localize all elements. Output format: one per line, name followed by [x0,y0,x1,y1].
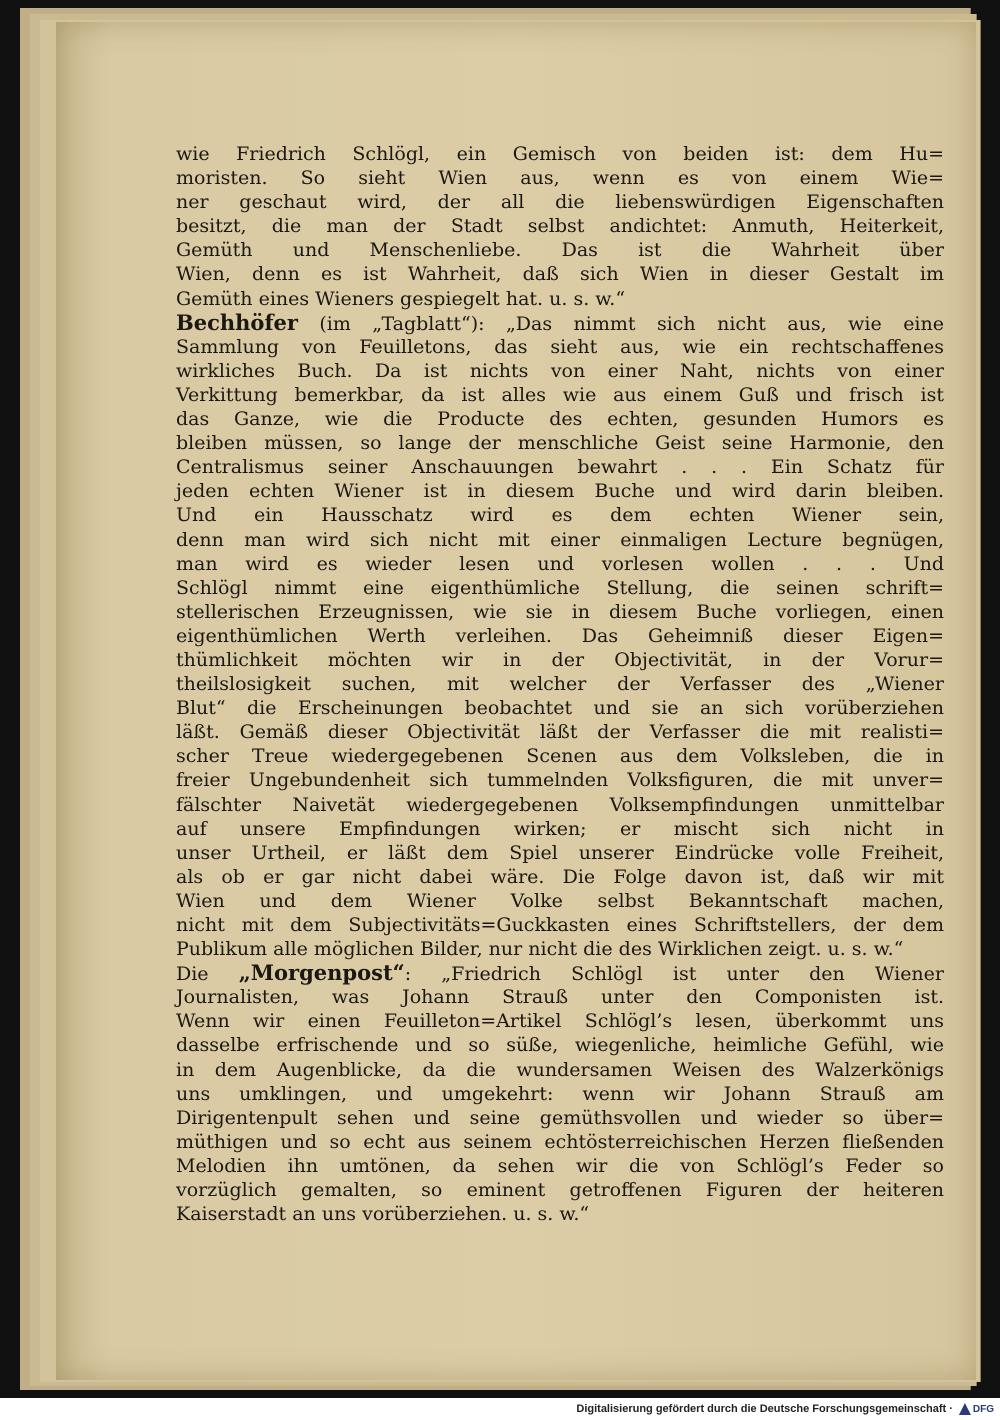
text-segment: Wien, denn es ist Wahrheit, daß sich Wien in dieser Gestalt im [176,263,944,286]
text-segment: ner geschaut wird, der all die liebenswürdigen Eigenschaften [176,191,944,214]
text-segment: Centralismus seiner Anschauungen bewahrt . . . Ein Schatz für [176,456,944,479]
text-line [176,166,944,190]
text-line [176,817,944,841]
text-segment: Publikum alle möglichen Bilder, nur nicht die des Wirklichen zeigt. u. s. w.“ [176,938,904,961]
text-line [176,407,944,431]
text-segment: Journalisten, was Johann Strauß unter den Componisten ist. [176,986,944,1009]
text-line [176,648,944,672]
text-segment: Wien und dem Wiener Volke selbst Bekanntschaft machen, [176,889,944,912]
text-line [176,238,944,262]
digitization-credit: Digitalisierung gefördert durch die Deutsche Forschungsgemeinschaft · [576,1403,953,1415]
text-segment: uns umklingen, und umgekehrt: wenn wir Johann Strauß am [176,1082,944,1105]
text-segment: als ob er gar nicht dabei wäre. Die Folge davon ist, daß wir mit [176,865,944,888]
text-line [176,1154,944,1178]
text-segment: moristen. So sieht Wien aus, wenn es von einem Wie= [176,167,944,190]
text-segment: thümlichkeit möchten wir in der Objectivität, in der Vorur= [176,648,944,671]
text-line [176,1130,944,1154]
text-segment: jeden echten Wiener ist in diesem Buche und wird darin bleiben. [176,480,944,503]
text-segment: stellerischen Erzeugnissen, wie sie in diesem Buche vorliegen, einen [176,600,944,623]
text-segment: (im „Tagblatt“): „Das nimmt sich nicht aus, wie eine [297,312,944,335]
text-segment: Die [176,963,239,986]
text-segment: scher Treue wiedergegebenen Scenen aus dem Volksleben, die in [176,745,944,768]
dfg-logo-text: DFG [972,1403,994,1415]
footer-bar [0,1398,1000,1420]
text-segment: Gemüth und Menschenliebe. Das ist die Wahrheit über [176,239,944,262]
text-line [176,503,944,527]
text-segment: nicht mit dem Subjectivitäts=Guckkasten eines Schriftstellers, der dem [176,914,944,936]
text-line [176,793,944,817]
text-segment: Melodien ihn umtönen, da sehen wir die von Schlögl’s Feder so [176,1154,944,1177]
text-line [176,1202,944,1226]
text-line [176,142,944,166]
text-segment: bleiben müssen, so lange der menschliche Geist seine Harmonie, den [176,432,944,455]
text-segment: Dirigentenpult sehen und seine gemüthsvollen und wieder so über= [176,1106,944,1129]
text-line [176,1009,944,1033]
text-segment: Blut“ die Erscheinungen beobachtet und sie an sich vorüberziehen [176,697,944,720]
text-segment: vorzüglich gemalten, so eminent getroffenen Figuren der heiteren [176,1179,944,1202]
text-segment: : „Friedrich Schlögl ist unter den Wiener [404,963,944,986]
text-line [176,335,944,359]
text-line [176,1058,944,1082]
text-line [176,287,944,311]
text-segment: eigenthümlichen Werth verleihen. Das Geheimniß dieser Eigen= [176,624,944,647]
dfg-logo [959,1403,994,1415]
text-line [176,841,944,865]
text-line [176,913,944,937]
text-segment: freier Ungebundenheit sich tummelnden Volksfiguren, die mit unver= [176,769,944,792]
text-segment: Kaiserstadt an uns vorüberziehen. u. s. w.“ [176,1203,590,1226]
text-line [176,190,944,214]
text-segment: besitzt, die man der Stadt selbst andichtet: Anmuth, Heiterkeit, [176,215,944,238]
text-line [176,311,944,335]
text-line [176,1082,944,1106]
text-segment: in dem Augenblicke, da die wundersamen Weisen des Walzerkönigs [176,1058,944,1081]
text-segment: dasselbe erfrischende und so süße, wiegenliche, heimliche Gefühl, wie [176,1034,944,1057]
text-line [176,624,944,648]
text-segment: unser Urtheil, er läßt dem Spiel unserer Eindrücke volle Freiheit, [176,841,944,864]
text-segment: auf unsere Empfindungen wirken; er mischt sich nicht in [176,817,944,840]
text-line [176,455,944,479]
text-line [176,552,944,576]
text-line [176,744,944,768]
text-segment: das Ganze, wie die Producte des echten, gesunden Humors es [176,408,944,431]
text-segment: man wird es wieder lesen und vorlesen wollen . . . Und [176,552,944,575]
text-line [176,937,944,961]
text-line [176,431,944,455]
text-segment: Und ein Hausschatz wird es dem echten Wiener sein, [176,504,944,527]
text-segment: theilslosigkeit suchen, mit welcher der Verfasser des „Wiener [176,673,944,696]
page-text [176,142,944,1226]
text-segment: müthigen und so echt aus seinem echtösterreichischen Herzen fließenden [176,1130,944,1153]
text-segment: fälschter Naivetät wiedergegebenen Volksempfindungen unmittelbar [176,793,944,816]
text-line [176,720,944,744]
text-segment: läßt. Gemäß dieser Objectivität läßt der Verfasser die mit realisti= [176,721,944,744]
text-segment: Gemüth eines Wieners gespiegelt hat. u. s. w.“ [176,287,626,310]
text-segment: wie Friedrich Schlögl, ein Gemisch von beiden ist: dem Hu= [176,143,944,165]
text-line [176,576,944,600]
text-line [176,889,944,913]
speaker-name: „Morgenpost“ [238,960,405,986]
text-line [176,865,944,889]
text-line [176,768,944,792]
text-segment: wirkliches Buch. Da ist nichts von einer Naht, nichts von einer [176,359,944,382]
text-line [176,359,944,383]
text-line [176,479,944,503]
text-line [176,1033,944,1057]
text-segment: denn man wird sich nicht mit einer einmaligen Lecture begnügen, [176,528,944,551]
text-segment: Verkittung bemerkbar, da ist alles wie aus einem Guß und frisch ist [176,383,944,406]
text-segment: Schlögl nimmt eine eigenthümliche Stellung, die seinen schrift= [176,576,944,599]
text-line [176,262,944,286]
text-line [176,672,944,696]
text-segment: Wenn wir einen Feuilleton=Artikel Schlögl’s lesen, überkommt uns [176,1010,944,1033]
text-line [176,383,944,407]
text-line [176,985,944,1009]
text-segment: Sammlung von Feuilletons, das sieht aus, wie ein rechtschaffenes [176,335,944,358]
text-line [176,696,944,720]
text-line [176,528,944,552]
text-line [176,600,944,624]
dfg-logo-icon [959,1403,971,1415]
text-line [176,1106,944,1130]
speaker-name: Bechhöfer [176,309,298,335]
text-line [176,1178,944,1202]
text-line [176,961,944,985]
text-line [176,214,944,238]
